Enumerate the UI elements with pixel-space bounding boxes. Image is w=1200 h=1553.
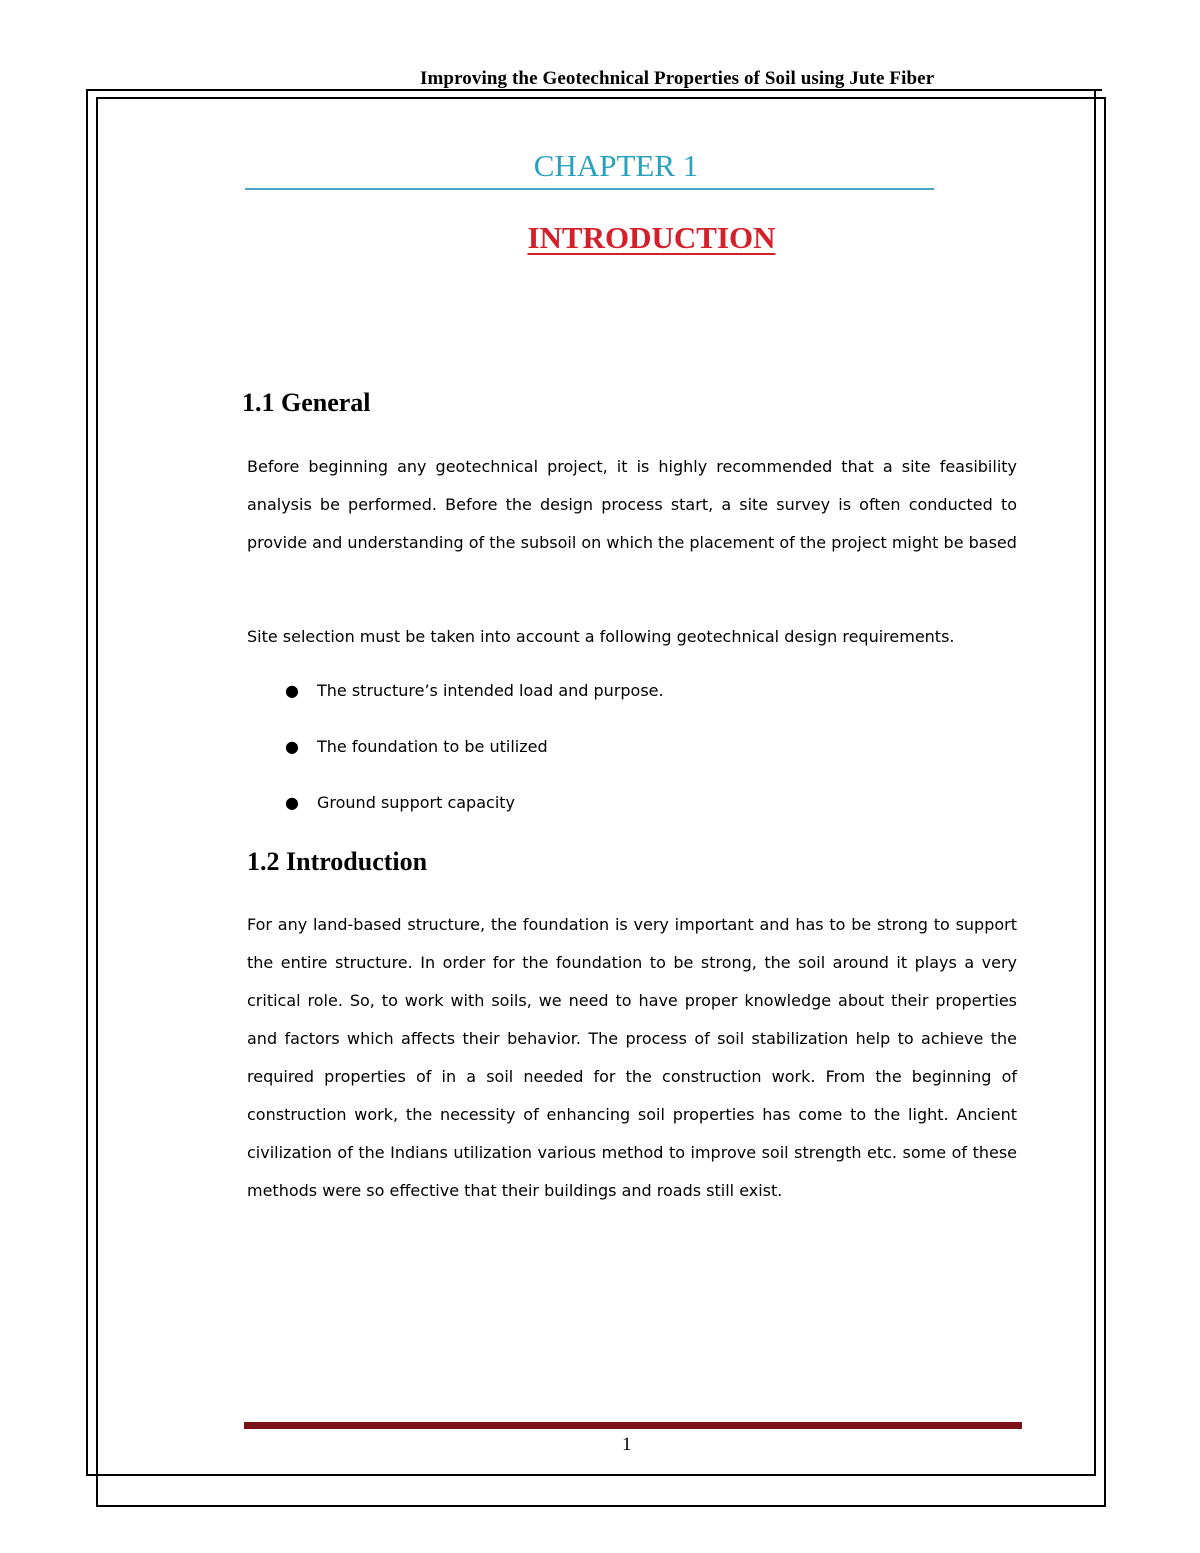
page-number: 1 xyxy=(622,1434,632,1455)
list-item-text: Ground support capacity xyxy=(317,793,515,812)
list-item-text: The foundation to be utilized xyxy=(317,737,548,756)
list-item xyxy=(285,675,664,731)
section-heading-introduction: 1.2 Introduction xyxy=(247,847,428,876)
frame-bottom-outer xyxy=(96,1505,1106,1507)
bullet-icon: ● xyxy=(285,793,299,812)
list-item-text: The structure’s intended load and purpose. xyxy=(317,681,664,700)
chapter-title: INTRODUCTION xyxy=(527,220,776,255)
frame-top-outer xyxy=(86,89,1102,91)
frame-left-outer xyxy=(86,89,88,1476)
frame-left-inner xyxy=(96,97,98,1507)
chapter-rule xyxy=(245,188,934,190)
list-item xyxy=(285,787,664,843)
frame-bottom-inner xyxy=(86,1474,1096,1476)
chapter-label: CHAPTER 1 xyxy=(533,148,699,183)
frame-right-outer xyxy=(1104,97,1106,1507)
list-item xyxy=(285,731,664,787)
paragraph-general-1: Before beginning any geotechnical project, it is highly recommended that a site feasibility analysis be performed. Before the design process start, a site survey is often conducted to provide and understanding of the subsoil on which the placement of the project might be based xyxy=(247,457,1017,552)
paragraph-general-2: Site selection must be taken into account a following geotechnical design requirements. xyxy=(247,627,955,646)
running-header: Improving the Geotechnical Properties of Soil using Jute Fiber xyxy=(420,68,935,89)
bullet-icon: ● xyxy=(285,681,299,700)
paragraph-introduction: For any land-based structure, the foundation is very important and has to be strong to support the entire structure. In order for the foundation to be strong, the soil around it plays a very critical role. So, to work with soils, we need to have proper knowledge about their properties and factors which affects their behavior. The process of soil stabilization help to achieve the required properties of in a soil needed for the construction work. From the beginning of construction work, the necessity of enhancing soil properties has come to the light. Ancient civilization of the Indians utilization various method to improve soil strength etc. some of these methods were so effective that their buildings and roads still exist. xyxy=(247,915,1017,1200)
frame-right-inner xyxy=(1094,89,1096,1476)
frame-top-inner xyxy=(96,97,1106,99)
bullet-icon: ● xyxy=(285,737,299,756)
section-heading-general: 1.1 General xyxy=(242,388,371,417)
footer-rule xyxy=(244,1422,1022,1429)
requirements-list xyxy=(285,675,664,843)
